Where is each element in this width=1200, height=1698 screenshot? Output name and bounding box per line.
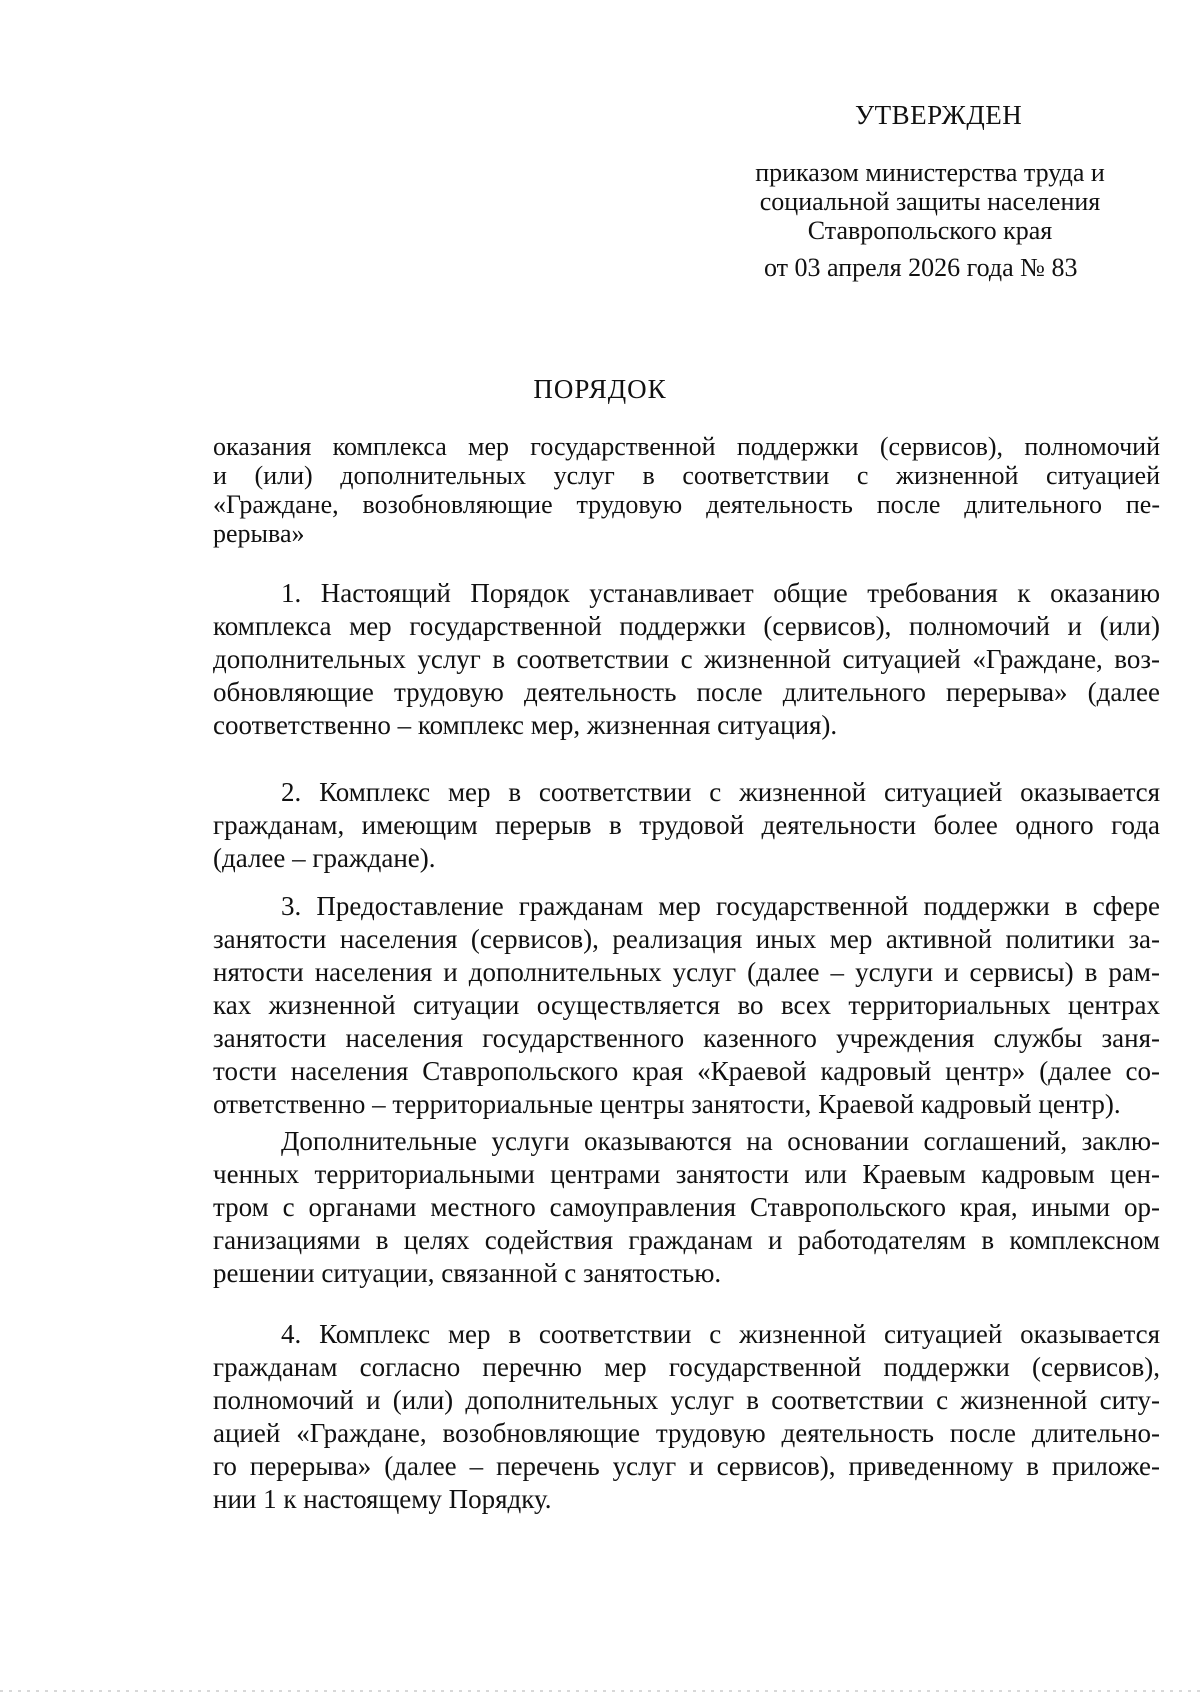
subtitle-line: рерыва»: [213, 519, 305, 548]
paragraph-line: ответственно – территориальные центры занятости, Краевой кадровый центр).: [213, 1089, 1121, 1119]
paragraph-line: соответственно – комплекс мер, жизненная ситуация).: [213, 710, 838, 740]
paragraph-line: нятости населения и дополнительных услуг (далее – услуги и сервисы) в рам-: [213, 957, 1160, 987]
paragraph-line: занятости населения (сервисов), реализация иных мер активной политики за-: [213, 924, 1160, 954]
paragraph-line: ганизациями в целях содействия гражданам и работодателям в комплексном: [213, 1225, 1160, 1255]
paragraph-line: обновляющие трудовую деятельность после длительного перерыва» (далее: [213, 677, 1160, 707]
approval-line: социальной защиты населения: [759, 187, 1101, 216]
approval-stamp-title: УТВЕРЖДЕН: [855, 100, 1023, 130]
paragraph-line: ацией «Граждане, возобновляющие трудовую деятельность после длительно-: [213, 1418, 1160, 1448]
paragraph-line: дополнительных услуг в соответствии с жизненной ситуацией «Граждане, воз-: [213, 644, 1160, 674]
paragraph-line: (далее – граждане).: [213, 843, 436, 873]
paragraph-line: гражданам согласно перечню мер государственной поддержки (сервисов),: [213, 1352, 1160, 1382]
subtitle-line: и (или) дополнительных услуг в соответствии с жизненной ситуацией: [213, 461, 1160, 490]
paragraph-3-continuation: [213, 1125, 1160, 1290]
scan-edge-artifact: [0, 1690, 1200, 1692]
paragraph-line: 4. Комплекс мер в соответствии с жизненной ситуацией оказывается: [281, 1319, 1160, 1349]
paragraph-line: нии 1 к настоящему Порядку.: [213, 1484, 552, 1514]
paragraph-line: ках жизненной ситуации осуществляется во всех территориальных центрах: [213, 990, 1160, 1020]
paragraph-line: полномочий и (или) дополнительных услуг в соответствии с жизненной ситу-: [213, 1385, 1160, 1415]
paragraph-line: 2. Комплекс мер в соответствии с жизненной ситуацией оказывается: [281, 777, 1160, 807]
paragraph-line: гражданам, имеющим перерыв в трудовой деятельности более одного года: [213, 810, 1160, 840]
subtitle-line: оказания комплекса мер государственной поддержки (сервисов), полномочий: [213, 432, 1160, 461]
subtitle-line: «Граждане, возобновляющие трудовую деятельность после длительного пе-: [213, 490, 1160, 519]
paragraph-line: 3. Предоставление гражданам мер государственной поддержки в сфере: [281, 891, 1160, 921]
paragraph-4: [213, 1318, 1160, 1516]
paragraph-line: ченных территориальными центрами занятости или Краевым кадровым цен-: [213, 1159, 1160, 1189]
paragraph-3: [213, 890, 1160, 1121]
document-subtitle: [213, 432, 1160, 548]
approval-order-reference: [740, 158, 1120, 245]
approval-date: от 03 апреля 2026 года № 83: [764, 253, 1078, 282]
paragraph-line: тости населения Ставропольского края «Краевой кадровый центр» (далее со-: [213, 1056, 1160, 1086]
approval-line: Ставропольского края: [807, 216, 1053, 245]
paragraph-2: [213, 776, 1160, 875]
paragraph-line: комплекса мер государственной поддержки (сервисов), полномочий и (или): [213, 611, 1160, 641]
paragraph-line: решении ситуации, связанной с занятостью.: [213, 1258, 722, 1288]
document-title: ПОРЯДОК: [533, 374, 667, 404]
paragraph-1: [213, 577, 1160, 742]
paragraph-line: Дополнительные услуги оказываются на основании соглашений, заклю-: [281, 1126, 1160, 1156]
paragraph-line: тром с органами местного самоуправления Ставропольского края, иными ор-: [213, 1192, 1160, 1222]
paragraph-line: занятости населения государственного казенного учреждения службы заня-: [213, 1023, 1160, 1053]
paragraph-line: го перерыва» (далее – перечень услуг и сервисов), приведенному в приложе-: [213, 1451, 1160, 1481]
paragraph-line: 1. Настоящий Порядок устанавливает общие требования к оказанию: [281, 578, 1160, 608]
approval-line: приказом министерства труда и: [755, 158, 1105, 187]
